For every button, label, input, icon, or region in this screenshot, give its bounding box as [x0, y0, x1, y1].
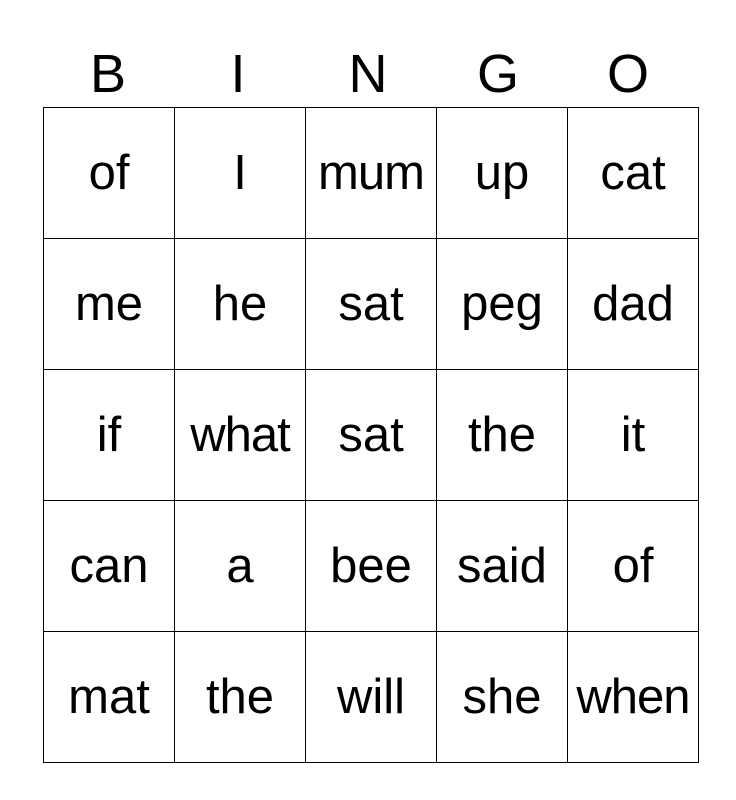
header-letter-b: B [89, 44, 127, 104]
grid-row [44, 632, 699, 763]
grid-row [44, 239, 699, 370]
bingo-cell: sat [306, 370, 437, 501]
bingo-cell: up [437, 108, 568, 239]
bingo-cell: cat [568, 108, 699, 239]
bingo-header [43, 40, 693, 108]
grid-row [44, 501, 699, 632]
bingo-cell: said [437, 501, 568, 632]
bingo-cell: the [437, 370, 568, 501]
bingo-cell: she [437, 632, 568, 763]
bingo-cell: mat [44, 632, 175, 763]
header-letter-o: O [606, 44, 649, 104]
bingo-cell: I [175, 108, 306, 239]
bingo-cell: a [175, 501, 306, 632]
header-letter-n: N [348, 44, 388, 104]
bingo-cell: sat [306, 239, 437, 370]
bingo-cell: dad [568, 239, 699, 370]
bingo-cell: of [44, 108, 175, 239]
header-letter-i: I [230, 44, 246, 104]
bingo-cell: he [175, 239, 306, 370]
bingo-cell: if [44, 370, 175, 501]
header-letter-g: G [476, 44, 519, 104]
bingo-cell: it [568, 370, 699, 501]
bingo-cell: of [568, 501, 699, 632]
bingo-cell: mum [306, 108, 437, 239]
bingo-grid [43, 107, 699, 763]
bingo-cell: can [44, 501, 175, 632]
grid-row [44, 370, 699, 501]
bingo-cell: will [306, 632, 437, 763]
bingo-cell: me [44, 239, 175, 370]
bingo-cell: when [568, 632, 699, 763]
bingo-cell: what [175, 370, 306, 501]
bingo-cell: peg [437, 239, 568, 370]
grid-row [44, 108, 699, 239]
bingo-cell: the [175, 632, 306, 763]
bingo-cell: bee [306, 501, 437, 632]
